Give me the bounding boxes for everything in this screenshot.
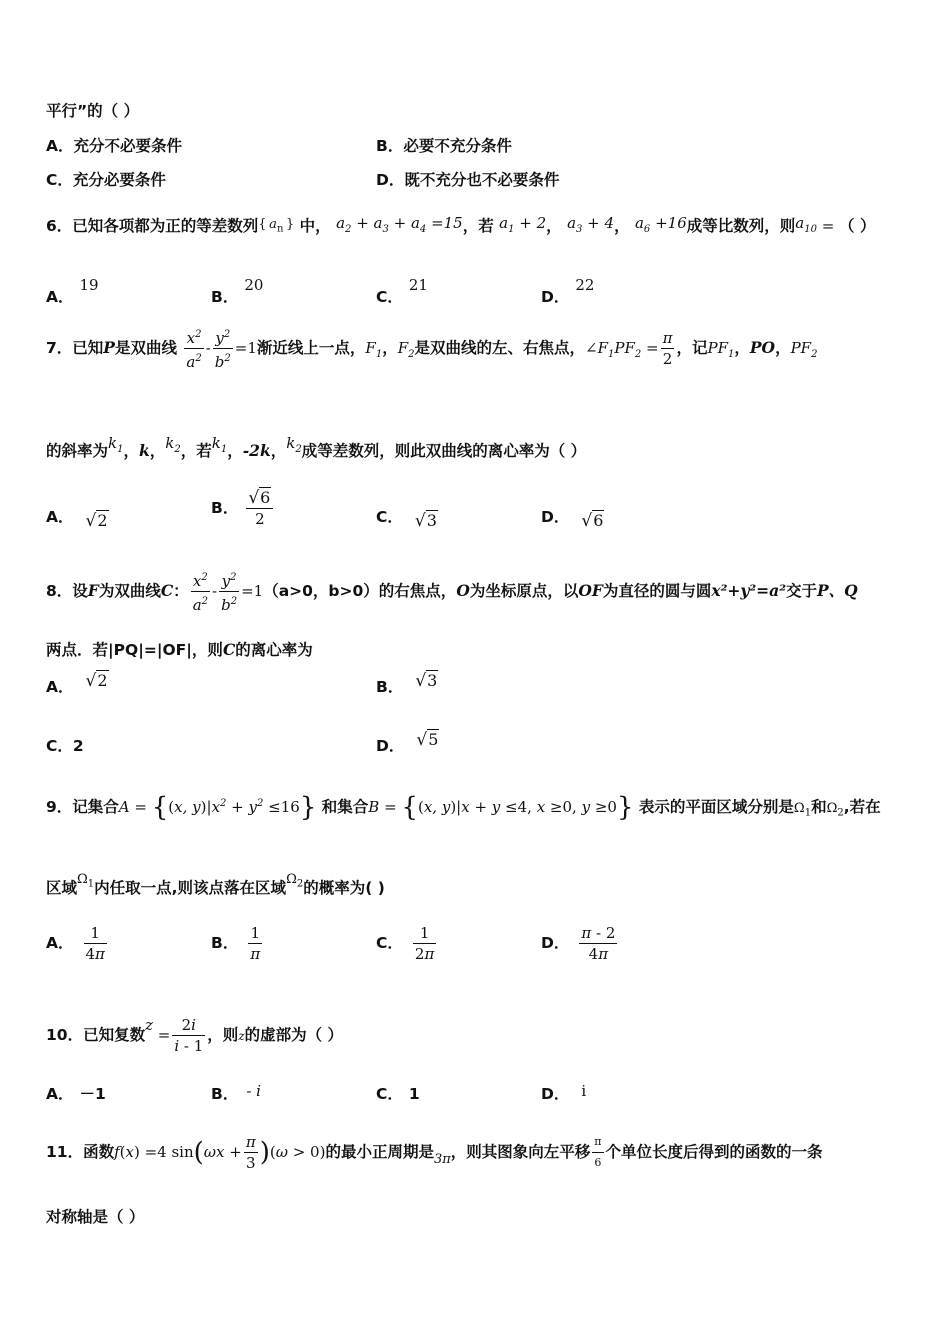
q8-option-a[interactable]: A． √2 (46, 671, 108, 696)
q10-option-b[interactable]: B． - i (211, 1082, 261, 1103)
q7-hyperbola-x: $\frac{x^2}{a^2}$ (184, 325, 203, 372)
q7-option-a[interactable]: A． √2 (46, 508, 108, 531)
q6-option-d[interactable]: D．22 (541, 276, 595, 306)
q7-option-d[interactable]: D． √6 (541, 508, 604, 531)
q9-stem: 9．记集合A = {(x, $y)|x^2 + y^2 \le 16$} 和集合B = {(x, y)|x + y ≤4, x ≥0, y ≥0} 表示的平面区域分别是$\Omega_1$和$\Omega_2$,若在 (46, 792, 881, 823)
q9-option-b[interactable]: B． $\frac{1}{\pi}$ (211, 924, 261, 963)
q6-option-c[interactable]: C．21 (376, 276, 428, 306)
q7-option-c[interactable]: C． √3 (376, 508, 437, 531)
q9-option-a[interactable]: A． $\frac{1}{4\pi}$ (46, 924, 105, 963)
q8-option-b[interactable]: B． √3 (376, 671, 438, 696)
q9-stem-line2: 区域$^{\Omega_1}$内任取一点,则该点落在区域$^{\Omega_2}$的概率为( ) (46, 872, 385, 897)
q10-option-c[interactable]: C． 1 (376, 1085, 420, 1103)
q5-option-d[interactable]: D．既不充分也不必要条件 (376, 171, 560, 189)
q9-option-c[interactable]: C． $\frac{1}{2\pi}$ (376, 924, 435, 963)
q9-option-d[interactable]: D． $\frac{\pi - 2}{4\pi}$ (541, 924, 616, 963)
q8-option-c[interactable]: C．2 (46, 737, 84, 755)
q8-option-d[interactable]: D． √5 (376, 730, 439, 755)
q6-stem: 6．已知各项都为正的等差数列{ $a_n$ } 中， $a_2 + a_3 + a_4 =15$，若 $a_1 + 2$， $a_3 + 4$， $a_6 +16$成等比数列，则$a_{10}$ = （ ） (46, 214, 876, 235)
q6-option-a[interactable]: A．19 (46, 276, 99, 306)
q5-option-c[interactable]: C．充分必要条件 (46, 171, 166, 189)
q11-stem-line2: 对称轴是（ ） (46, 1208, 145, 1226)
q5-option-a[interactable]: A．充分不必要条件 (46, 137, 182, 155)
q7-option-b[interactable]: B． $\frac{√6}{2}$ (211, 480, 275, 536)
q5-tail: 平行”的（ ） (46, 102, 140, 120)
q10-option-a[interactable]: A． －1 (46, 1085, 106, 1103)
q10-option-d[interactable]: D． i (541, 1082, 587, 1103)
q8-stem: 8．设F为双曲线C： $\frac{x^2}{a^2}$ - $\frac{y^2}{b^2}$ =1（a>0，b>0）的右焦点，O为坐标原点，以OF为直径的圆与圆x²+y²=a²交于P、Q (46, 568, 858, 615)
q11-stem: 11．函数f(x) =4 sin(ωx + $\frac{\pi}{3}$ )(ω > 0)的最小正周期是$_{3\pi}$，则其图象向左平移 $\frac{\pi}{6}$ 个单位长度后得到的函数的一条 (46, 1133, 823, 1172)
q7-stem: 7．已知P是双曲线 $\frac{x^2}{a^2}$ - $\frac{y^2}{b^2}$ =1渐近线上一点，$F_1$，$F_2$是双曲线的左、右焦点，$\angle F_1PF_2$ = $\frac{\pi}{2}$ ，记$PF_1$，PO，$PF_2$ (46, 325, 817, 377)
q6-option-b[interactable]: B．20 (211, 276, 264, 306)
q8-stem-line2: 两点．若|PQ|=|OF|，则C的离心率为 (46, 640, 313, 659)
q5-option-b[interactable]: B．必要不充分条件 (376, 137, 512, 155)
q10-stem: 10．已知复数z = $\frac{2i}{i - 1}$ ，则z的虚部为（ ） (46, 1016, 344, 1055)
q7-stem-line2: 的斜率为$k_1$，k，$k_2$，若$k_1$，-2k，$k_2$成等差数列，则此双曲线的离心率为（ ） (46, 434, 587, 460)
